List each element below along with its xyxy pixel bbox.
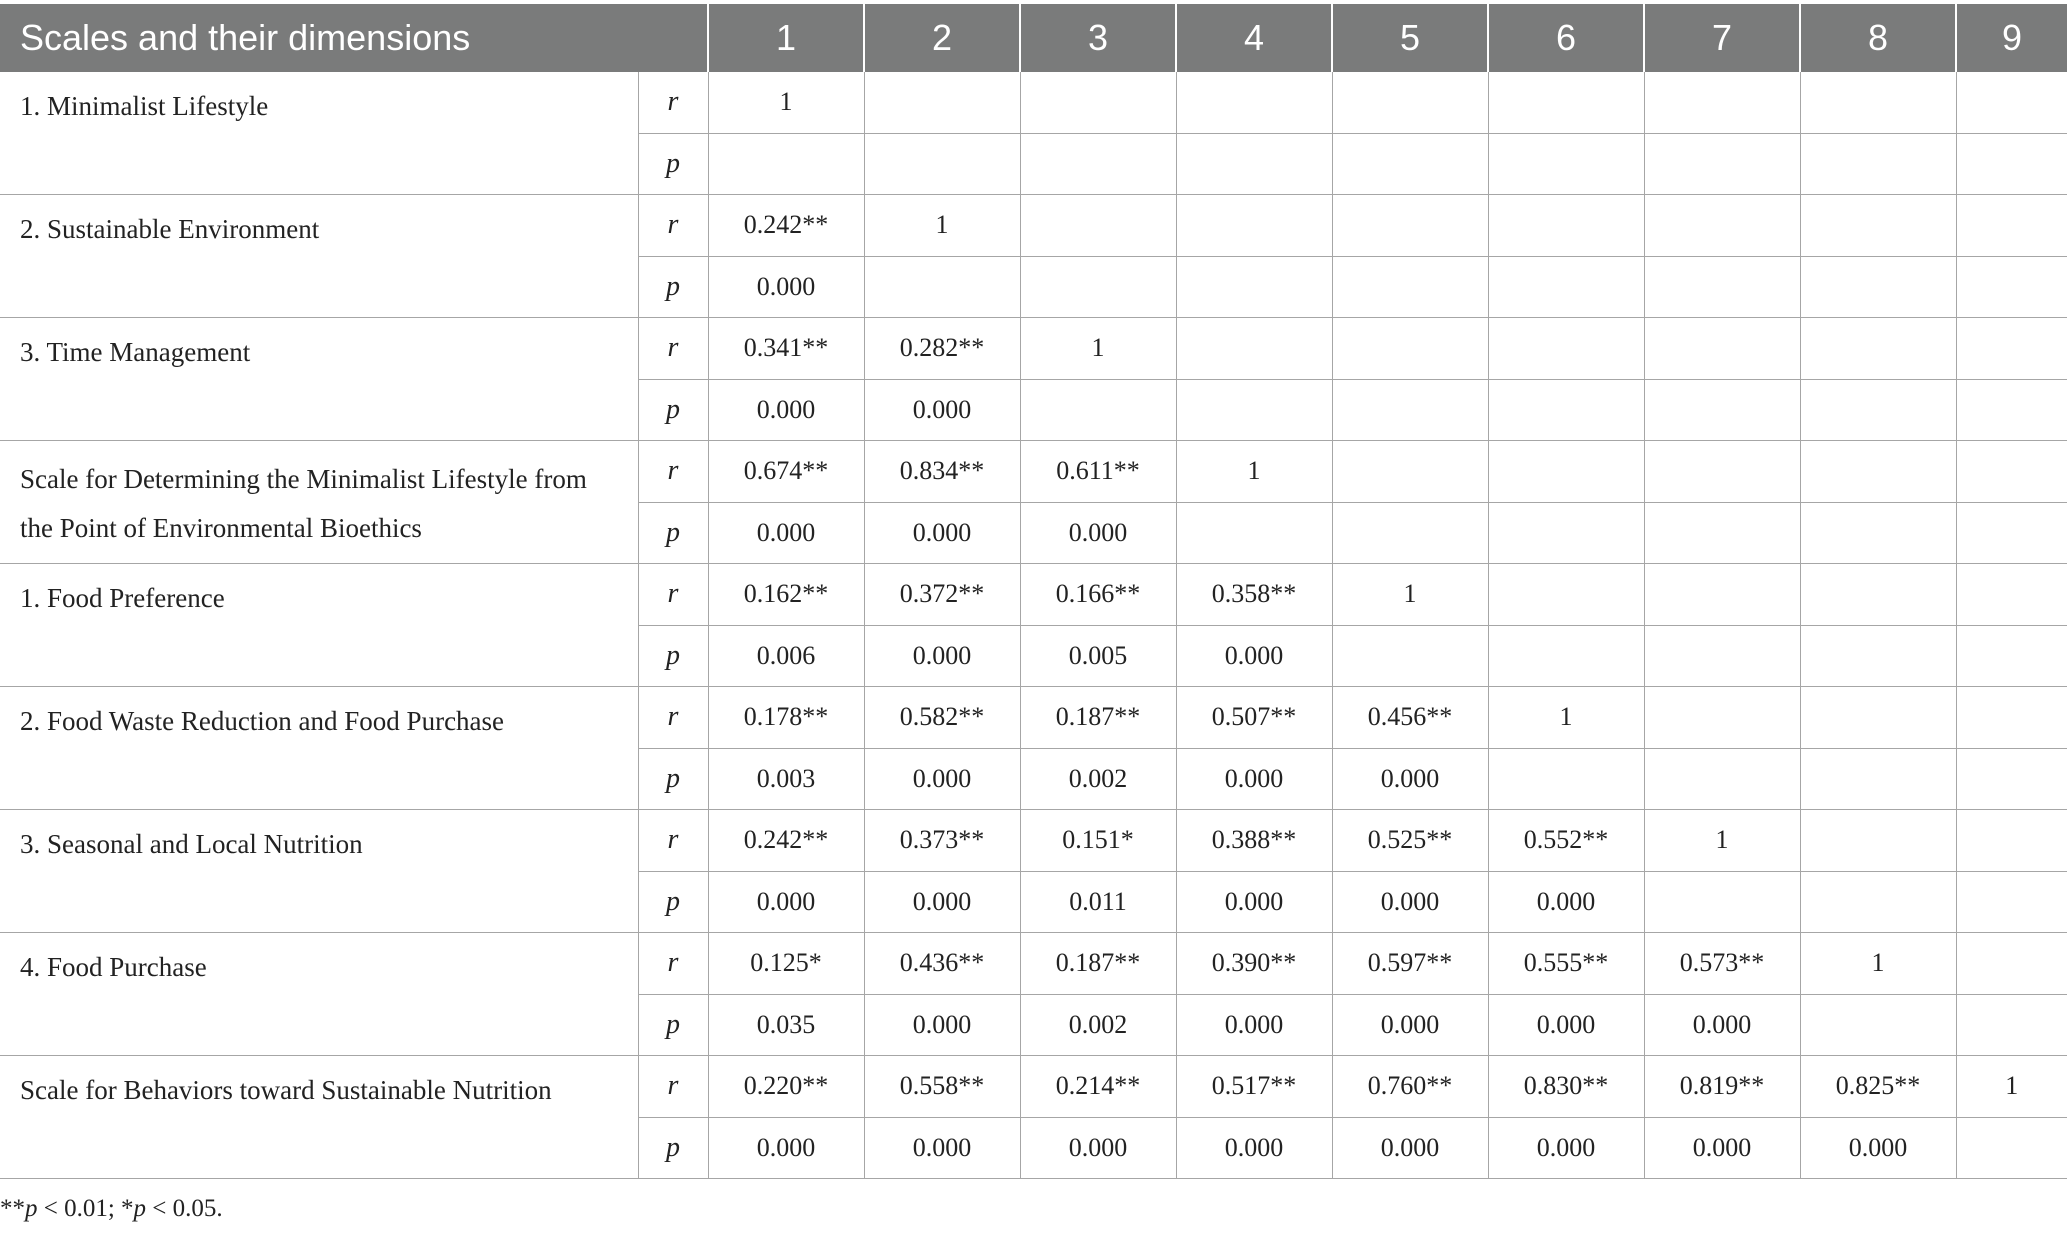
- header-col-5: 5: [1332, 4, 1488, 72]
- correlation-table: [0, 4, 2067, 1179]
- table-row-r: [0, 195, 2067, 257]
- cell-p: [864, 133, 1020, 195]
- cell-r: 0.456**: [1332, 687, 1488, 749]
- cell-r: 0.388**: [1176, 810, 1332, 872]
- cell-r: 0.187**: [1020, 933, 1176, 995]
- stat-label-p: p: [638, 1117, 708, 1179]
- footnote-threshold-1: < 0.01;: [37, 1195, 122, 1222]
- table-row-r: [0, 441, 2067, 503]
- cell-r: [1644, 441, 1800, 503]
- row-label: 2. Food Waste Reduction and Food Purchase: [0, 687, 638, 810]
- cell-r: 0.373**: [864, 810, 1020, 872]
- stat-label-r: r: [638, 564, 708, 626]
- cell-p: [1800, 133, 1956, 195]
- cell-r: 0.834**: [864, 441, 1020, 503]
- cell-r: 0.178**: [708, 687, 864, 749]
- stat-label-p: p: [638, 625, 708, 687]
- stat-label-p: p: [638, 994, 708, 1056]
- cell-r: 0.573**: [1644, 933, 1800, 995]
- cell-r: [1800, 810, 1956, 872]
- cell-r: 1: [1800, 933, 1956, 995]
- cell-p: [1332, 256, 1488, 318]
- header-col-6: 6: [1488, 4, 1644, 72]
- cell-p: 0.000: [708, 1117, 864, 1179]
- cell-r: [1956, 195, 2067, 257]
- cell-r: [1800, 564, 1956, 626]
- cell-r: 0.372**: [864, 564, 1020, 626]
- cell-r: 0.525**: [1332, 810, 1488, 872]
- cell-p: [1332, 379, 1488, 441]
- cell-r: 0.162**: [708, 564, 864, 626]
- correlation-table-container: [0, 4, 2067, 1179]
- table-row-r: [0, 72, 2067, 133]
- row-label: Scale for Determining the Minimalist Lifestyle from the Point of Environmental Bioethics: [0, 441, 638, 564]
- cell-p: [1956, 502, 2067, 564]
- cell-p: [1488, 625, 1644, 687]
- footnote: [0, 1195, 223, 1223]
- cell-r: [1488, 72, 1644, 133]
- stat-label-p: p: [638, 379, 708, 441]
- cell-p: 0.000: [708, 379, 864, 441]
- cell-p: 0.002: [1020, 994, 1176, 1056]
- cell-p: 0.000: [864, 1117, 1020, 1179]
- stat-label-p: p: [638, 133, 708, 195]
- cell-p: [1956, 133, 2067, 195]
- header-col-2: 2: [864, 4, 1020, 72]
- cell-r: [1488, 318, 1644, 380]
- cell-p: 0.000: [1332, 871, 1488, 933]
- cell-r: [1956, 687, 2067, 749]
- cell-p: [1800, 748, 1956, 810]
- cell-p: [1176, 256, 1332, 318]
- cell-r: 0.555**: [1488, 933, 1644, 995]
- cell-p: [1800, 994, 1956, 1056]
- cell-p: [1176, 133, 1332, 195]
- row-label: 4. Food Purchase: [0, 933, 638, 1056]
- cell-p: 0.000: [864, 625, 1020, 687]
- cell-p: 0.000: [1176, 748, 1332, 810]
- cell-p: [1644, 379, 1800, 441]
- cell-r: 0.674**: [708, 441, 864, 503]
- cell-p: [1644, 502, 1800, 564]
- cell-r: [1644, 72, 1800, 133]
- stat-label-r: r: [638, 72, 708, 133]
- cell-r: [1332, 441, 1488, 503]
- cell-r: [1644, 564, 1800, 626]
- cell-r: 0.507**: [1176, 687, 1332, 749]
- cell-p: 0.000: [1020, 502, 1176, 564]
- cell-p: 0.006: [708, 625, 864, 687]
- row-label: 3. Seasonal and Local Nutrition: [0, 810, 638, 933]
- cell-r: [1488, 564, 1644, 626]
- table-row-r: [0, 933, 2067, 995]
- cell-p: [1644, 256, 1800, 318]
- cell-p: [1956, 1117, 2067, 1179]
- cell-p: [1020, 133, 1176, 195]
- cell-p: 0.000: [1644, 994, 1800, 1056]
- cell-p: 0.000: [1176, 994, 1332, 1056]
- cell-p: [1956, 625, 2067, 687]
- header-col-8: 8: [1800, 4, 1956, 72]
- cell-r: [1488, 195, 1644, 257]
- footnote-p-2: p: [133, 1195, 147, 1222]
- stat-label-p: p: [638, 502, 708, 564]
- cell-r: [864, 72, 1020, 133]
- header-col-7: 7: [1644, 4, 1800, 72]
- table-row-r: [0, 564, 2067, 626]
- cell-r: 0.830**: [1488, 1056, 1644, 1118]
- cell-p: [1176, 379, 1332, 441]
- cell-r: 0.282**: [864, 318, 1020, 380]
- cell-p: 0.000: [864, 871, 1020, 933]
- cell-p: 0.000: [708, 502, 864, 564]
- cell-p: 0.000: [1332, 994, 1488, 1056]
- cell-r: [1956, 318, 2067, 380]
- footnote-p-1: p: [25, 1195, 38, 1222]
- cell-p: 0.000: [708, 256, 864, 318]
- cell-r: 0.597**: [1332, 933, 1488, 995]
- cell-p: [1800, 625, 1956, 687]
- stat-label-r: r: [638, 933, 708, 995]
- header-label: Scales and their dimensions: [0, 4, 708, 72]
- cell-p: [1956, 871, 2067, 933]
- cell-r: 1: [1644, 810, 1800, 872]
- cell-p: [1488, 379, 1644, 441]
- cell-p: 0.000: [1332, 748, 1488, 810]
- cell-r: 0.166**: [1020, 564, 1176, 626]
- table-row-r: [0, 687, 2067, 749]
- cell-p: 0.011: [1020, 871, 1176, 933]
- stat-label-r: r: [638, 441, 708, 503]
- cell-r: [1956, 441, 2067, 503]
- cell-p: 0.002: [1020, 748, 1176, 810]
- cell-p: 0.000: [864, 502, 1020, 564]
- cell-p: 0.003: [708, 748, 864, 810]
- cell-r: [1800, 441, 1956, 503]
- cell-p: [1644, 133, 1800, 195]
- cell-p: [1644, 625, 1800, 687]
- cell-r: 0.220**: [708, 1056, 864, 1118]
- cell-p: [1488, 502, 1644, 564]
- stat-label-p: p: [638, 256, 708, 318]
- cell-r: 0.151*: [1020, 810, 1176, 872]
- cell-p: 0.000: [1644, 1117, 1800, 1179]
- cell-p: 0.000: [1332, 1117, 1488, 1179]
- cell-r: [1020, 195, 1176, 257]
- cell-r: 1: [1020, 318, 1176, 380]
- cell-r: [1800, 318, 1956, 380]
- cell-p: 0.000: [864, 379, 1020, 441]
- cell-r: [1176, 318, 1332, 380]
- cell-r: 1: [1176, 441, 1332, 503]
- cell-r: [1644, 687, 1800, 749]
- table-row-r: [0, 810, 2067, 872]
- stat-label-p: p: [638, 748, 708, 810]
- cell-r: 0.611**: [1020, 441, 1176, 503]
- row-label: 2. Sustainable Environment: [0, 195, 638, 318]
- table-row-r: [0, 1056, 2067, 1118]
- cell-r: 1: [1956, 1056, 2067, 1118]
- cell-p: [1488, 748, 1644, 810]
- cell-r: 1: [864, 195, 1020, 257]
- cell-p: 0.000: [708, 871, 864, 933]
- cell-r: 0.214**: [1020, 1056, 1176, 1118]
- header-col-1: 1: [708, 4, 864, 72]
- row-label: Scale for Behaviors toward Sustainable Nutrition: [0, 1056, 638, 1179]
- cell-p: 0.005: [1020, 625, 1176, 687]
- cell-p: [1644, 748, 1800, 810]
- cell-p: 0.000: [1488, 871, 1644, 933]
- table-row-r: [0, 318, 2067, 380]
- cell-p: [1956, 256, 2067, 318]
- cell-p: 0.035: [708, 994, 864, 1056]
- cell-r: 0.125*: [708, 933, 864, 995]
- footnote-stars-2: **: [0, 1195, 25, 1222]
- stat-label-r: r: [638, 318, 708, 380]
- cell-p: 0.000: [1488, 1117, 1644, 1179]
- footnote-stars-1: *: [121, 1195, 134, 1222]
- cell-p: 0.000: [1176, 625, 1332, 687]
- cell-p: 0.000: [1488, 994, 1644, 1056]
- cell-r: [1644, 318, 1800, 380]
- cell-r: 0.341**: [708, 318, 864, 380]
- cell-r: 0.825**: [1800, 1056, 1956, 1118]
- stat-label-r: r: [638, 810, 708, 872]
- cell-r: 0.819**: [1644, 1056, 1800, 1118]
- cell-p: [1332, 133, 1488, 195]
- cell-r: [1644, 195, 1800, 257]
- footnote-threshold-2: < 0.05.: [146, 1195, 223, 1222]
- cell-r: 0.242**: [708, 810, 864, 872]
- cell-p: [1800, 502, 1956, 564]
- row-label: 1. Minimalist Lifestyle: [0, 72, 638, 195]
- cell-p: 0.000: [1020, 1117, 1176, 1179]
- cell-r: 1: [1332, 564, 1488, 626]
- header-col-9: 9: [1956, 4, 2067, 72]
- cell-p: 0.000: [1800, 1117, 1956, 1179]
- header-col-4: 4: [1176, 4, 1332, 72]
- cell-p: [1332, 502, 1488, 564]
- cell-p: [1020, 256, 1176, 318]
- cell-p: [1956, 994, 2067, 1056]
- cell-r: 0.760**: [1332, 1056, 1488, 1118]
- cell-r: 0.358**: [1176, 564, 1332, 626]
- cell-p: [1956, 379, 2067, 441]
- table-body: [0, 72, 2067, 1179]
- cell-p: [1800, 871, 1956, 933]
- cell-r: [1332, 318, 1488, 380]
- stat-label-r: r: [638, 195, 708, 257]
- cell-r: 0.582**: [864, 687, 1020, 749]
- cell-r: [1332, 195, 1488, 257]
- cell-r: 0.436**: [864, 933, 1020, 995]
- cell-r: 1: [1488, 687, 1644, 749]
- table-header: [0, 4, 2067, 72]
- cell-r: 0.187**: [1020, 687, 1176, 749]
- cell-r: [1332, 72, 1488, 133]
- cell-p: [1800, 379, 1956, 441]
- cell-r: [1800, 195, 1956, 257]
- cell-p: [1176, 502, 1332, 564]
- header-col-3: 3: [1020, 4, 1176, 72]
- stat-label-r: r: [638, 1056, 708, 1118]
- cell-r: 0.242**: [708, 195, 864, 257]
- cell-p: [1800, 256, 1956, 318]
- cell-p: [1956, 748, 2067, 810]
- cell-r: 0.552**: [1488, 810, 1644, 872]
- cell-p: 0.000: [1176, 871, 1332, 933]
- cell-r: [1956, 810, 2067, 872]
- cell-r: [1956, 564, 2067, 626]
- cell-r: [1488, 441, 1644, 503]
- cell-p: [1644, 871, 1800, 933]
- cell-r: [1956, 72, 2067, 133]
- cell-r: 0.517**: [1176, 1056, 1332, 1118]
- cell-p: [864, 256, 1020, 318]
- cell-p: [1488, 133, 1644, 195]
- stat-label-p: p: [638, 871, 708, 933]
- stat-label-r: r: [638, 687, 708, 749]
- cell-p: [1020, 379, 1176, 441]
- row-label: 3. Time Management: [0, 318, 638, 441]
- cell-p: [708, 133, 864, 195]
- cell-p: 0.000: [1176, 1117, 1332, 1179]
- cell-r: [1800, 687, 1956, 749]
- cell-p: [1332, 625, 1488, 687]
- cell-p: [1488, 256, 1644, 318]
- cell-r: 1: [708, 72, 864, 133]
- cell-p: 0.000: [864, 748, 1020, 810]
- row-label: 1. Food Preference: [0, 564, 638, 687]
- cell-r: [1020, 72, 1176, 133]
- cell-r: [1956, 933, 2067, 995]
- cell-r: 0.558**: [864, 1056, 1020, 1118]
- cell-r: [1176, 195, 1332, 257]
- cell-r: [1800, 72, 1956, 133]
- cell-r: [1176, 72, 1332, 133]
- cell-r: 0.390**: [1176, 933, 1332, 995]
- cell-p: 0.000: [864, 994, 1020, 1056]
